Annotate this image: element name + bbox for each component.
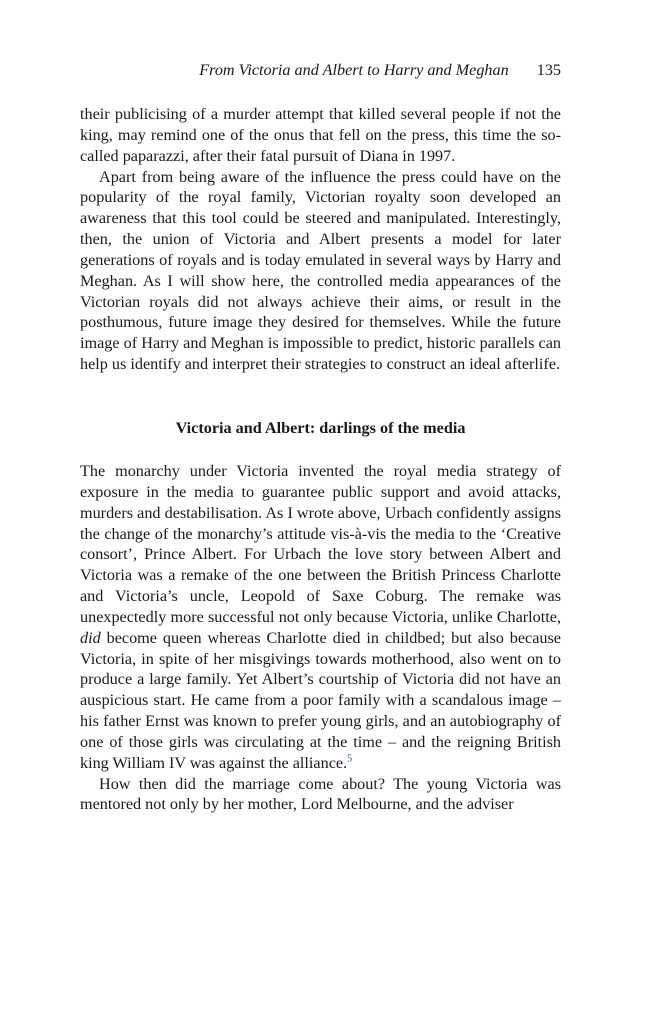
running-title: From Victoria and Albert to Harry and Meghan	[199, 61, 509, 79]
page-number: 135	[536, 61, 561, 79]
section-heading: Victoria and Albert: darlings of the media	[175, 418, 466, 437]
running-header	[80, 58, 561, 82]
paragraph-continued: their publicising of a murder attempt that killed several people if not the king, may remind one of the onus that fell on the press, this time the so-called paparazzi, after their fatal pursuit of Diana in 1997.	[80, 105, 561, 165]
book-page	[80, 58, 561, 815]
paragraph-text-part: The monarchy under Victoria invented the royal media strategy of exposure in the media to guarantee public support and avoid attacks, murders and destabilisation. As I wrote above, Urbach confidently assigns the change of the monarchy’s attitude vis-à-vis the media to the ‘Creative consort’, Prince Albert. For Urbach the love story between Albert and Victoria was a remake of the one between the British Princess Charlotte and Victoria’s uncle, Leopold of Saxe Coburg. The remake was unexpectedly more successful not only because Victoria, unlike Charlotte,	[80, 461, 561, 626]
emphasis-text: did	[80, 628, 101, 647]
paragraph-press-influence: Apart from being aware of the influence the press could have on the popularity of the royal family, Victorian royalty soon developed an awareness that this tool could be steered and manipulated. Interestingly, then, the union of Victoria and Albert presents a model for later generations of royals and is today emulated in several ways by Harry and Meghan. As I will show here, the controlled media appearances of the Victorian royals did not always achieve their aims, or result in the posthumous, future image they desired for themselves. While the future image of Harry and Meghan is impossible to predict, historic parallels can help us identify and interpret their strategies to construct an ideal afterlife.	[80, 167, 561, 374]
footnote-reference[interactable]: 5	[347, 753, 353, 765]
paragraph-text-part: become queen whereas Charlotte died in childbed; but also because Victoria, in spite of her misgivings towards motherhood, also went on to produce a large family. Yet Albert’s courtship of Victoria did not have an auspicious start. He came from a poor family with a scandalous image – his father Ernst was known to prefer young girls, and an autobiography of one of those girls was circulating at the time – and the reigning British king William IV was against the alliance.	[80, 628, 561, 772]
paragraph-marriage-question: How then did the marriage come about? The young Victoria was mentored not only by her mother, Lord Melbourne, and the adviser	[80, 774, 561, 814]
paragraph-monarchy-media-strategy	[80, 461, 561, 774]
